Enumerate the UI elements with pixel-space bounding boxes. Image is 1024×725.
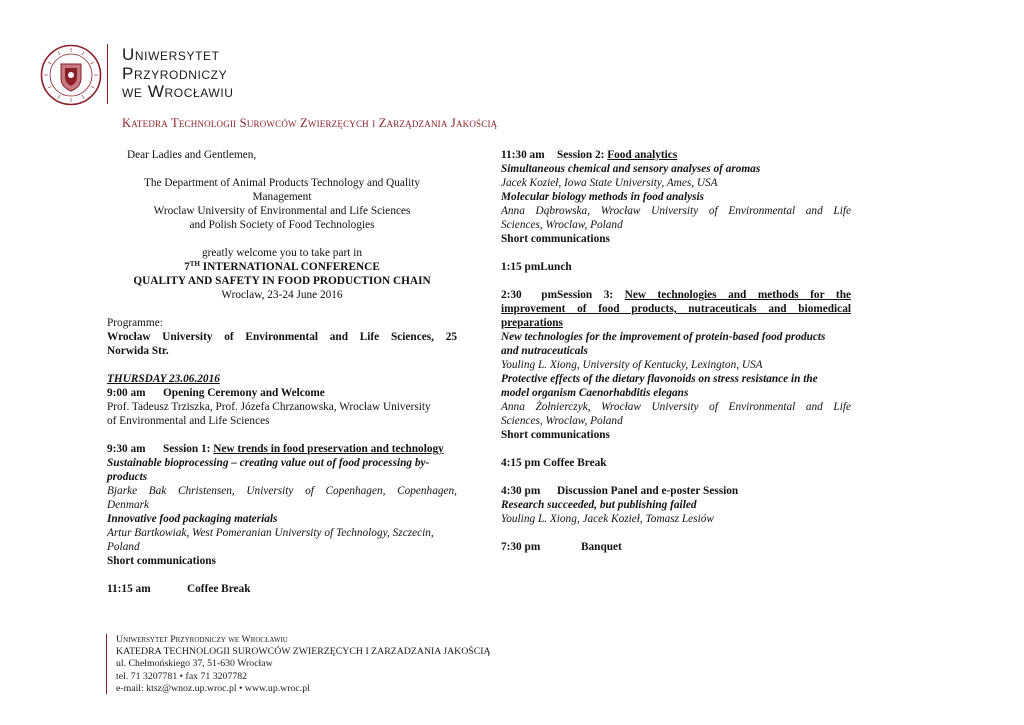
session1-row: 9:30 am Session 1: New trends in food preservation and technology — [107, 443, 444, 455]
coffee-break-row: 11:15 am Coffee Break — [107, 583, 251, 595]
intro-line: Wroclaw University of Environmental and Life Sciences — [153, 205, 411, 217]
talk-title: model organism Caenorhabditis elegans — [501, 387, 689, 399]
footer-divider — [106, 634, 107, 694]
opening-people: Prof. Tadeusz Trziszka, Prof. Józefa Chrzanowska, Wrocław University — [107, 401, 431, 413]
intro-line: Management — [252, 191, 312, 203]
short-communications: Short communications — [501, 429, 610, 441]
conference-title: 7TH INTERNATIONAL CONFERENCE — [184, 260, 380, 273]
footer-contact: e-mail: ktsz@wnoz.up.wroc.pl • www.up.wroc.pl — [116, 682, 310, 694]
talk-title: Protective effects of the dietary flavonoids on stress resistance in the — [501, 373, 818, 385]
talk-author: Youling L. Xiong, University of Kentucky, Lexington, USA — [501, 359, 763, 371]
header-divider — [107, 44, 108, 104]
programme-label: Programme: — [107, 317, 163, 329]
conference-subtitle: QUALITY AND SAFETY IN FOOD PRODUCTION CHAIN — [133, 275, 431, 287]
panel-row: 4:30 pm Discussion Panel and e-poster Session — [501, 485, 739, 497]
session2-row: 11:30 am Session 2: Food analytics — [501, 149, 678, 161]
talk-title: Research succeeded, but publishing failed — [501, 499, 697, 511]
session3-title-line: improvement of food products, nutraceuticals and biomedical — [501, 303, 851, 315]
right-column — [501, 148, 851, 554]
talk-title: Simultaneous chemical and sensory analyses of aromas — [501, 163, 761, 175]
footer-street: ul. Chełmońskiego 37, 51-630 Wrocław — [116, 658, 273, 670]
talk-author: Youling L. Xiong, Jacek Kozieł, Tomasz Lesiów — [501, 513, 714, 525]
footer-phone: tel. 71 3207781 • fax 71 3207782 — [116, 670, 248, 682]
talk-author: Anna Dąbrowska, Wrocław University of Environmental and Life — [501, 205, 851, 217]
footer-address — [116, 634, 491, 695]
talk-author: Sciences, Wroclaw, Poland — [501, 415, 623, 427]
talk-title: and nutraceuticals — [501, 345, 588, 357]
university-name: Uniwersytet Przyrodniczy we Wrocławiu — [122, 45, 234, 101]
department-name: Katedra Technologii Surowców Zwierzęcych i Zarządzania Jakością — [122, 116, 498, 130]
talk-title: products — [107, 471, 148, 483]
talk-author: Artur Bartkowiak, West Pomeranian University of Technology, Szczecin, — [107, 527, 434, 539]
day-heading: THURSDAY 23.06.2016 — [107, 373, 220, 385]
talk-title: Innovative food packaging materials — [107, 513, 278, 525]
intro-line: and Polish Society of Food Technologies — [189, 219, 375, 231]
venue-line: Norwida Str. — [107, 345, 169, 357]
conference-place: Wroclaw, 23-24 June 2016 — [221, 289, 343, 301]
talk-author: Denmark — [107, 499, 150, 511]
lunch-row: 1:15 pmLunch — [501, 261, 572, 273]
talk-author: Bjarke Bak Christensen, University of Copenhagen, Copenhagen, — [107, 485, 457, 497]
welcome-text: greatly welcome you to take part in — [202, 247, 362, 259]
talk-author: Jacek Kozieł, Iowa State University, Ames, USA — [501, 177, 718, 189]
short-communications: Short communications — [107, 555, 216, 567]
footer-department: KATEDRA TECHNOLOGII SUROWCÓW ZWIERZĘCYCH I ZARZADZANIA JAKOŚCIĄ — [116, 646, 491, 658]
left-column — [107, 148, 457, 596]
talk-author: Poland — [107, 541, 140, 553]
short-communications: Short communications — [501, 233, 610, 245]
coffee-break-row: 4:15 pm Coffee Break — [501, 457, 607, 469]
talk-title: Sustainable bioprocessing – creating value out of food processing by- — [107, 457, 430, 469]
session3-title-line: preparations — [501, 317, 563, 329]
venue-line: Wrocław University of Environmental and Life Sciences, 25 — [107, 331, 457, 343]
footer-university: Uniwersytet Przyrodniczy we Wrocławiu — [116, 634, 288, 645]
talk-author: Sciences, Wroclaw, Poland — [501, 219, 623, 231]
talk-author: Anna Żołnierczyk, Wrocław University of Environmental and Life — [501, 401, 851, 413]
greeting: Dear Ladies and Gentlemen, — [127, 149, 257, 161]
talk-title: Molecular biology methods in food analysis — [501, 191, 705, 203]
talk-title: New technologies for the improvement of protein-based food products — [501, 331, 826, 343]
session3-row: 2:30 pmSession 3: New technologies and methods for the — [501, 289, 851, 301]
intro-line: The Department of Animal Products Technology and Quality — [143, 177, 421, 189]
opening-people: of Environmental and Life Sciences — [107, 415, 270, 427]
university-seal — [40, 44, 102, 106]
banquet-row: 7:30 pm Banquet — [501, 541, 622, 553]
opening-row: 9:00 am Opening Ceremony and Welcome — [107, 387, 325, 399]
